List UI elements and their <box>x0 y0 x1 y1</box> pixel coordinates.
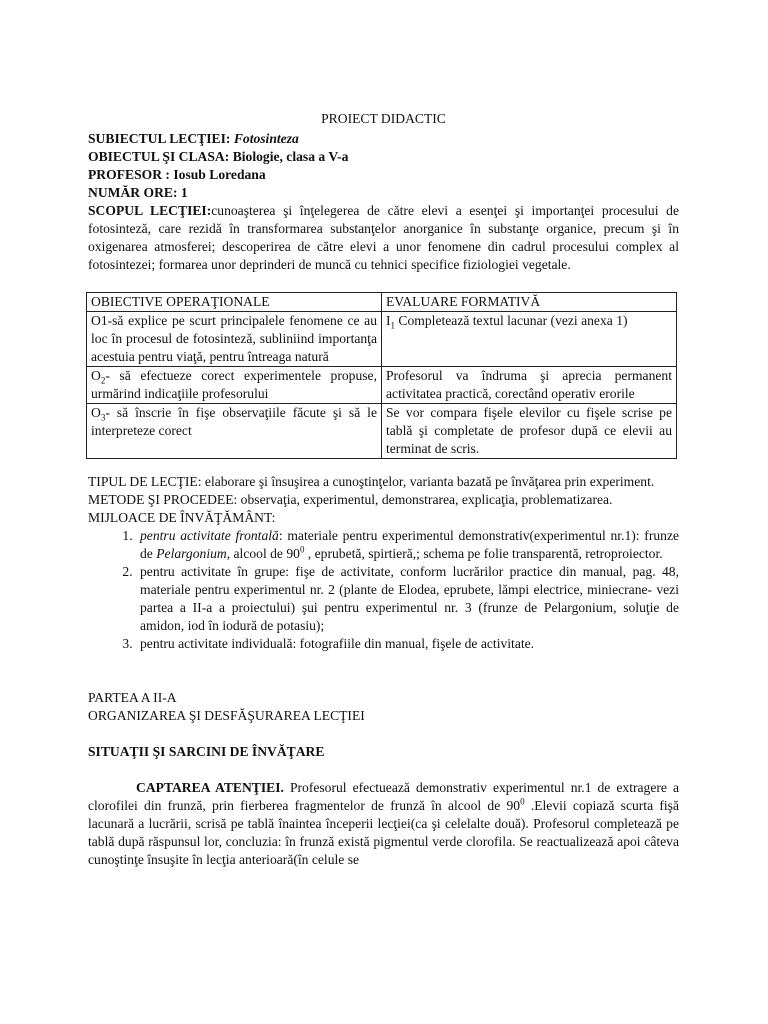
item-text: , eprubetă, spirtieră,; schema pe folie transparentă, retroproiector. <box>304 546 663 561</box>
table-row <box>87 312 677 367</box>
object-label: OBIECTUL ŞI CLASA: <box>88 149 230 164</box>
list-item <box>136 527 679 563</box>
page-title: PROIECT DIDACTIC <box>321 111 446 126</box>
capture-text: Profesorul efectuează demonstrativ experimentul nr.1 de extragere a clorofilei din frunză, prin fierberea fragmentelor de frunză în alcool de 90 <box>88 780 679 813</box>
hours-value: 1 <box>180 185 188 200</box>
part-heading <box>88 689 679 725</box>
table-row <box>87 367 677 404</box>
objective-cell <box>87 404 382 459</box>
list-item: 2. pentru activitate în grupe: fişe de activitate, conform lucrărilor practice din manual, pag. 48, materiale pentru experimentul nr. 2 (plante de Elodea, eprubete, lămpi electrice, miniecrane- vezi partea a II-a a proiectului) şui pentru experimentul nr. 3 (frunze de Pelargonium, soluţie de amidon, iod în iodură de potasiu); <box>136 563 679 635</box>
obj-sub: 2 <box>100 375 106 386</box>
objective-text: - să înscrie în fişe observaţiile făcute şi să le interpreteze corect <box>91 405 377 438</box>
item-italic: Pelargonium <box>156 546 227 561</box>
part-title: PARTEA A II-A <box>88 690 177 705</box>
subject-line <box>88 130 679 148</box>
table-row <box>87 404 677 459</box>
section-heading: SITUAŢII ŞI SARCINI DE ÎNVĂŢARE <box>88 744 325 759</box>
obj-code: O <box>91 368 101 383</box>
evaluation-cell: Profesorul va îndruma şi aprecia permanent activitatea practică, corectând operativ erorile <box>382 367 677 404</box>
obj-code: O <box>91 405 101 420</box>
methods: METODE ŞI PROCEDEE: observaţia, experimentul, demonstrarea, explicaţia, problematizarea. <box>88 492 613 507</box>
eval-sub: 1 <box>390 320 396 331</box>
teaching-aids-label: MIJLOACE DE ÎNVĂŢĂMÂNT: <box>88 510 276 525</box>
teacher-line <box>88 166 679 184</box>
objective-cell <box>87 312 382 367</box>
evaluation-cell: Se vor compara fişele elevilor cu fişele scrise pe tablă şi completate de profesor după ce elevii au terminat de scris. <box>382 404 677 459</box>
capture-label: CAPTAREA ATENŢIEI. <box>136 780 284 795</box>
item-italic: pentru activitate frontală <box>140 528 279 543</box>
objectives-table <box>86 292 677 459</box>
purpose-text: cunoaşterea şi înţelegerea de către elevi a esenţei şi importanţei procesului de fotosinteză, care rezidă în transformarea substanţelor anorganice în substanţe organice, precum şi în oxigenarea atmosferei; descoperirea de către elevi a unor fenomene din cadrul procesului complex al fotosintezei; formarea unor deprinderi de muncă cu tehnici specifice fiziologiei vegetale. <box>88 203 679 272</box>
hours-label: NUMĂR ORE: <box>88 185 178 200</box>
object-line <box>88 148 679 166</box>
degree-sup: 0 <box>299 544 305 555</box>
capture-text: .Elevii copiază scurta fişă lacunară a lucrării, scrisă pe tablă înaintea începerii lecţiei(ca şi celelalte două). Profesorul completează pe tablă după răspunsul lor, concluzia: în frunză există pigmentul verde clorofila. Se reactualizează apoi câteva cunoştinţe însuşite în lecţia anterioară(în celule se <box>88 798 679 867</box>
part-subtitle: ORGANIZAREA ŞI DESFĂŞURAREA LECŢIEI <box>88 708 365 723</box>
teacher-value: Iosub Loredana <box>173 167 266 182</box>
item-text: : materiale pentru experimentul demonstrativ(experimentul nr.1): frunze de <box>140 528 680 561</box>
objectives-header: OBIECTIVE OPERAŢIONALE <box>87 293 382 312</box>
item-text: , alcool de 90 <box>226 546 300 561</box>
evaluation-header: EVALUARE FORMATIVĂ <box>382 293 677 312</box>
lesson-purpose <box>88 202 679 274</box>
objective-text: - să efectueze corect experimentele propuse, urmărind indicaţiile profesorului <box>91 368 377 401</box>
list-item: 3. pentru activitate individuală: fotografiile din manual, fişele de activitate. <box>136 635 679 653</box>
obj-sub: 3 <box>100 412 106 423</box>
capture-attention-paragraph <box>88 779 679 869</box>
teacher-label: PROFESOR : <box>88 167 170 182</box>
object-value: Biologie, clasa a V-a <box>232 149 349 164</box>
degree-sup: 0 <box>520 796 525 807</box>
document-content <box>88 110 679 869</box>
objective-text: O1-să explice pe scurt principalele fenomene ce au loc în procesul de fotosinteză, subliniind importanţa acestuia pentru viaţă, pentru întreaga natură <box>91 313 377 364</box>
evaluation-text: Completează textul lacunar (vezi anexa 1) <box>395 313 628 328</box>
subject-label: SUBIECTUL LECŢIEI: <box>88 131 231 146</box>
objective-cell <box>87 367 382 404</box>
table-header-row <box>87 293 677 312</box>
purpose-label: SCOPUL LECŢIEI: <box>88 203 212 218</box>
lesson-type: TIPUL DE LECŢIE: elaborare şi însuşirea a cunoştinţelor, varianta bazată pe învăţarea prin experiment. <box>88 474 655 489</box>
hours-line <box>88 184 679 202</box>
subject-value: Fotosinteza <box>233 131 299 146</box>
evaluation-cell <box>382 312 677 367</box>
eval-code: I <box>386 313 391 328</box>
teaching-aids-list <box>88 527 679 653</box>
